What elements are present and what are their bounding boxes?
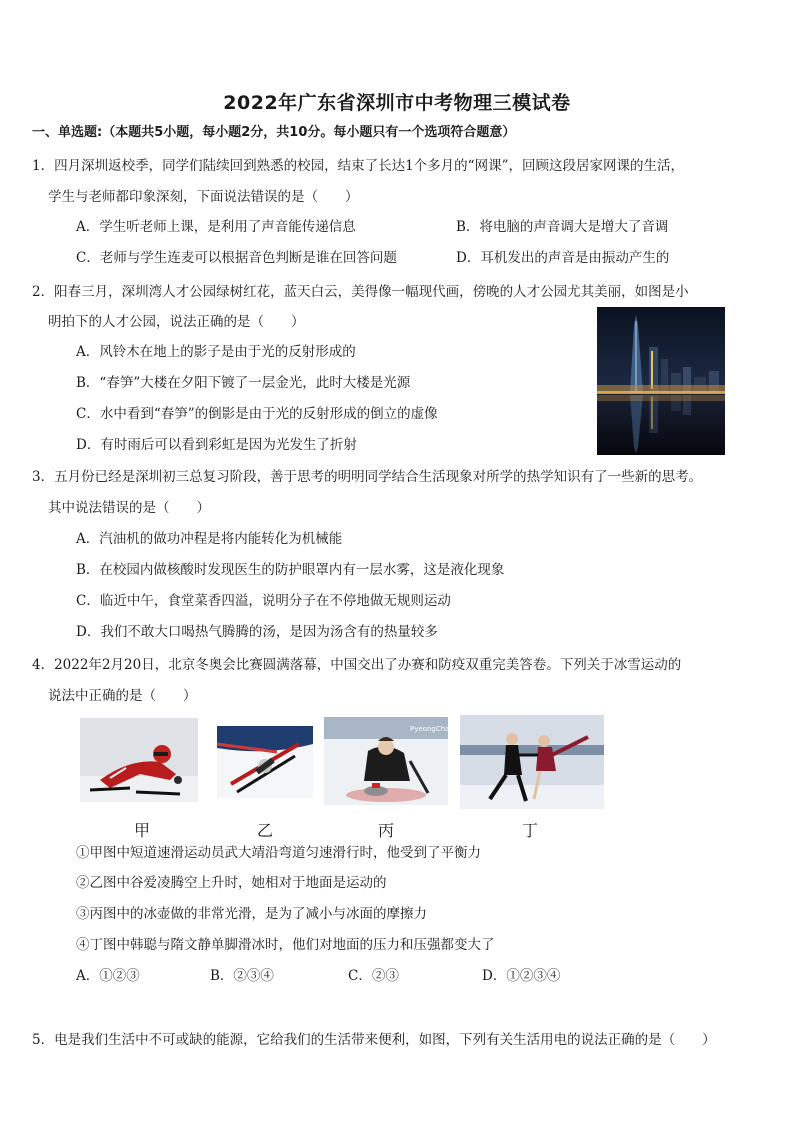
figure-skating-photo — [460, 715, 604, 809]
q1-stem-line2: 学生与老师都印象深刻，下面说法错误的是（ ） — [48, 189, 359, 205]
q4-statement-2: ②乙图中谷爱凌腾空上升时，她相对于地面是运动的 — [76, 875, 387, 891]
caption-jia: 甲 — [133, 821, 150, 840]
q4-statement-1: ①甲图中短道速滑运动员武大靖沿弯道匀速滑行时，他受到了平衡力 — [76, 845, 481, 861]
q3-stem-line2: 其中说法错误的是（ ） — [48, 500, 210, 516]
q4-statement-4: ④丁图中韩聪与隋文静单脚滑冰时，他们对地面的压力和压强都变大了 — [76, 937, 495, 953]
q4-option-a: A．①②③ — [76, 968, 140, 984]
q3-option-d: D．我们不敢大口喝热气腾腾的汤，是因为汤含有的热量较多 — [76, 624, 438, 640]
q2-option-b: B．“春笋”大楼在夕阳下镀了一层金光，此时大楼是光源 — [76, 375, 411, 391]
q3-option-b: B．在校园内做核酸时发现医生的防护眼罩内有一层水雾，这是液化现象 — [76, 562, 505, 578]
q1-option-c: C．老师与学生连麦可以根据音色判断是谁在回答问题 — [76, 250, 397, 266]
q2-option-a: A．风铃木在地上的影子是由于光的反射形成的 — [76, 344, 356, 360]
talent-park-night-photo — [597, 307, 725, 455]
freestyle-skier-photo — [217, 726, 313, 798]
q4-stem-line1: 4．2022年2月20日，北京冬奥会比赛圆满落幕，中国交出了办赛和防疫双重完美答卷。下列关于冰雪运动的 — [32, 657, 682, 673]
q5-stem: 5．电是我们生活中不可或缺的能源，它给我们的生活带来便利，如图，下列有关生活用电的说法正确的是（ ） — [32, 1032, 716, 1048]
speed-skater-photo — [80, 718, 198, 802]
q3-stem-line1: 3．五月份已经是深圳初三总复习阶段，善于思考的明明同学结合生活现象对所学的热学知识有了一些新的思考。 — [32, 469, 703, 485]
q1-option-b: B．将电脑的声音调大是增大了音调 — [456, 219, 669, 235]
q4-statement-3: ③丙图中的冰壶做的非常光滑，是为了减小与冰面的摩擦力 — [76, 906, 427, 922]
q4-stem-line2: 说法中正确的是（ ） — [48, 688, 197, 704]
caption-yi: 乙 — [256, 821, 273, 840]
q2-option-c: C．水中看到“春笋”的倒影是由于光的反射形成的倒立的虚像 — [76, 406, 438, 422]
caption-bing: 丙 — [377, 821, 394, 840]
curling-photo — [324, 717, 459, 805]
q1-stem-line1: 1．四月深圳返校季，同学们陆续回到熟悉的校园，结束了长达1个多月的“网课”，回顾这段居家网课的生活， — [32, 158, 684, 174]
q3-option-c: C．临近中午，食堂菜香四溢，说明分子在不停地做无规则运动 — [76, 593, 451, 609]
q1-option-a: A．学生听老师上课，是利用了声音能传递信息 — [76, 219, 356, 235]
page-title: 2022年广东省深圳市中考物理三模试卷 — [223, 92, 571, 114]
section-heading: 一、单选题:（本题共5小题，每小题2分，共10分。每小题只有一个选项符合题意） — [32, 125, 516, 140]
q2-option-d: D．有时雨后可以看到彩虹是因为光发生了折射 — [76, 437, 357, 453]
q2-stem-line2: 明拍下的人才公园，说法正确的是（ ） — [48, 314, 305, 330]
q4-option-b: B．②③④ — [210, 968, 274, 984]
q1-option-d: D．耳机发出的声音是由振动产生的 — [456, 250, 670, 266]
q2-stem-line1: 2．阳春三月，深圳湾人才公园绿树红花，蓝天白云，美得像一幅现代画，傍晚的人才公园尤其美丽，如图是小 — [32, 284, 689, 300]
q4-option-d: D．①②③④ — [482, 968, 561, 984]
caption-ding: 丁 — [521, 821, 538, 840]
q3-option-a: A．汽油机的做功冲程是将内能转化为机械能 — [76, 531, 343, 547]
pyeongchang-banner: PyeongChang — [410, 725, 459, 733]
q4-option-c: C．②③ — [348, 968, 399, 984]
